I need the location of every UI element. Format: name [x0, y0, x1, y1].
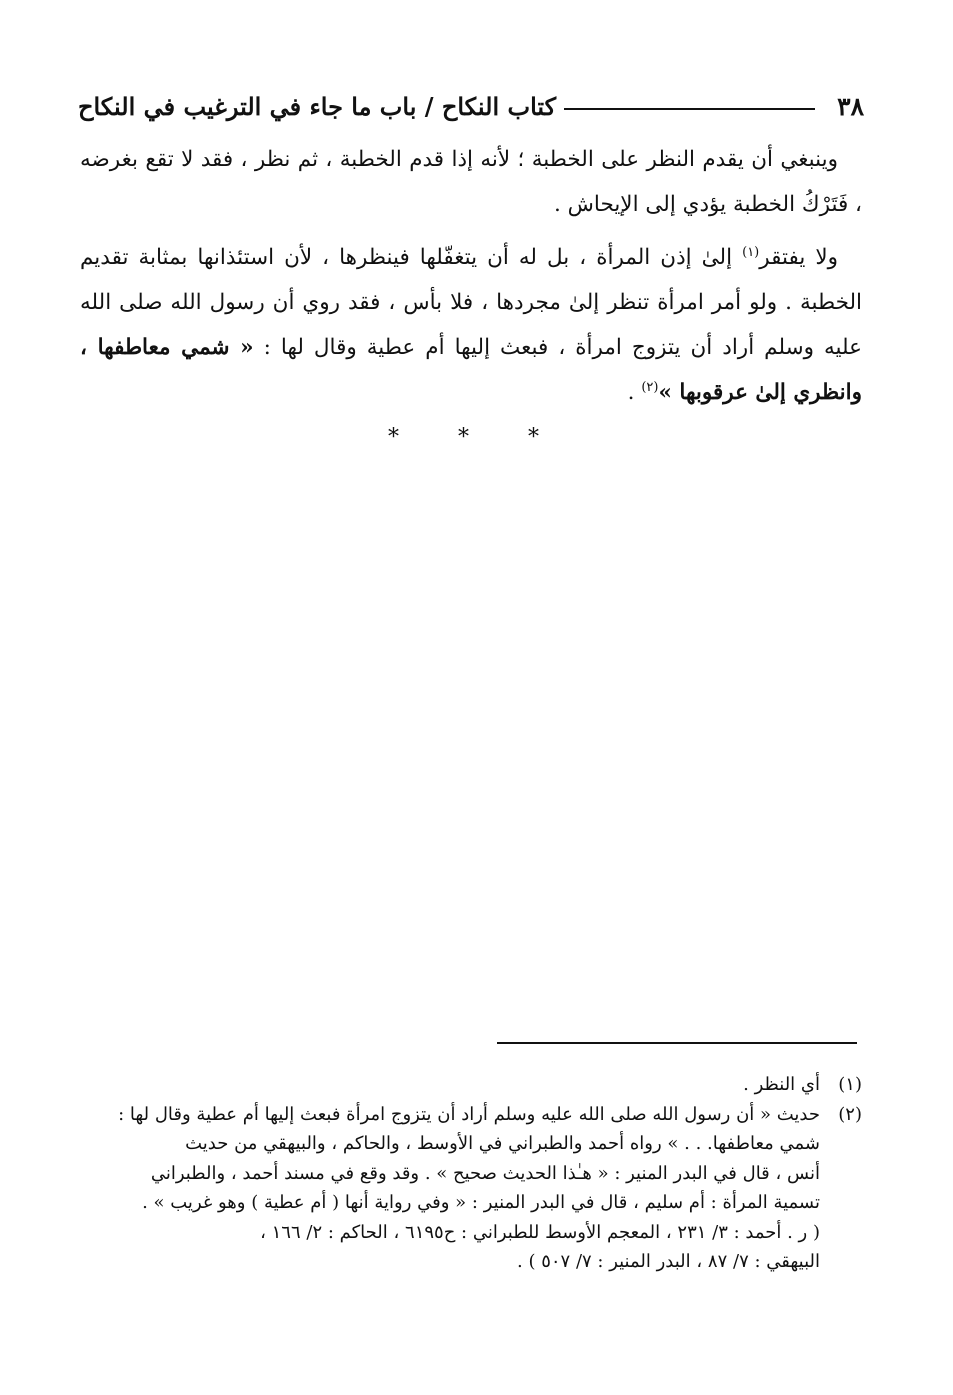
main-text [80, 137, 862, 423]
footnote-2-line: البيهقي : ٧/ ٨٧ ، البدر المنير : ٧/ ٥٠٧ ) . [517, 1251, 820, 1272]
footnote-rule [497, 1042, 857, 1044]
footnote-1-text: أي النظر . [743, 1074, 820, 1095]
footnote-ref-1[interactable]: (١) [742, 244, 760, 260]
footnotes [82, 1070, 862, 1277]
footnote-2-line: تسمية المرأة : أم سليم ، قال في البدر المنير : « وفي رواية أنها ( أم عطية ) وهو غريب » . [142, 1192, 820, 1213]
running-title: كتاب النكاح / باب ما جاء في الترغيب في النكاح [78, 91, 557, 121]
paragraph-2-end: . [627, 380, 642, 405]
paragraph-2-start: ولا يفتقر [759, 245, 838, 270]
page-header [78, 86, 864, 126]
hadith-quote: « شمي معاطفها ، وانظري إلىٰ عرقوبها » [80, 335, 862, 405]
footnote-2-text [82, 1100, 820, 1277]
footnote-2-line: ( ر . أحمد : ٣/ ٢٣١ ، المعجم الأوسط للطبراني : ح٦١٩٥ ، الحاكم : ٢/ ١٦٦ ، [260, 1221, 820, 1243]
footnote-ref-2[interactable]: (٢) [641, 379, 659, 395]
paragraph-2 [80, 235, 862, 415]
paragraph-2-middle: إلىٰ إذن المرأة ، بل له أن يتغفّلها فينظرها ، لأن استئذانها بمثابة تقديم الخطبة . ولو أمر امرأة تنظر إلىٰ مجردها ، فلا بأس ، فقد روي أن رسول الله صلى الله عليه وسلم أراد أن يتزوج امرأة ، فبعث إليها أم عطية وقال لها : [80, 245, 862, 360]
footnote-1-marker: (١) [838, 1074, 862, 1095]
footnote-2-line: حديث « أن رسول الله صلى الله عليه وسلم أراد أن يتزوج امرأة فبعث إليها أم عطية وقال لها : [118, 1103, 820, 1125]
footnote-2-line: أنس ، قال في البدر المنير : « هـٰذا الحديث صحيح » . وقد وقع في مسند أحمد ، والطبراني [150, 1162, 820, 1184]
page-number: ٣٨ [837, 91, 864, 121]
section-separator: * * * [388, 425, 565, 450]
footnote-1 [82, 1070, 862, 1100]
footnote-2-marker: (٢) [838, 1103, 862, 1125]
header-rule [564, 108, 815, 110]
footnote-2-line: شمي معاطفها. . . » رواه أحمد والطبراني في الأوسط ، والحاكم ، والبيهقي من حديث [185, 1133, 820, 1154]
paragraph-1: وينبغي أن يقدم النظر على الخطبة ؛ لأنه إذا قدم الخطبة ، ثم نظر ، فقد لا تقع بغرضه ، فَتَرْكُ الخطبة يؤدي إلى الإيحاش . [80, 147, 862, 217]
footnote-2 [82, 1100, 862, 1277]
